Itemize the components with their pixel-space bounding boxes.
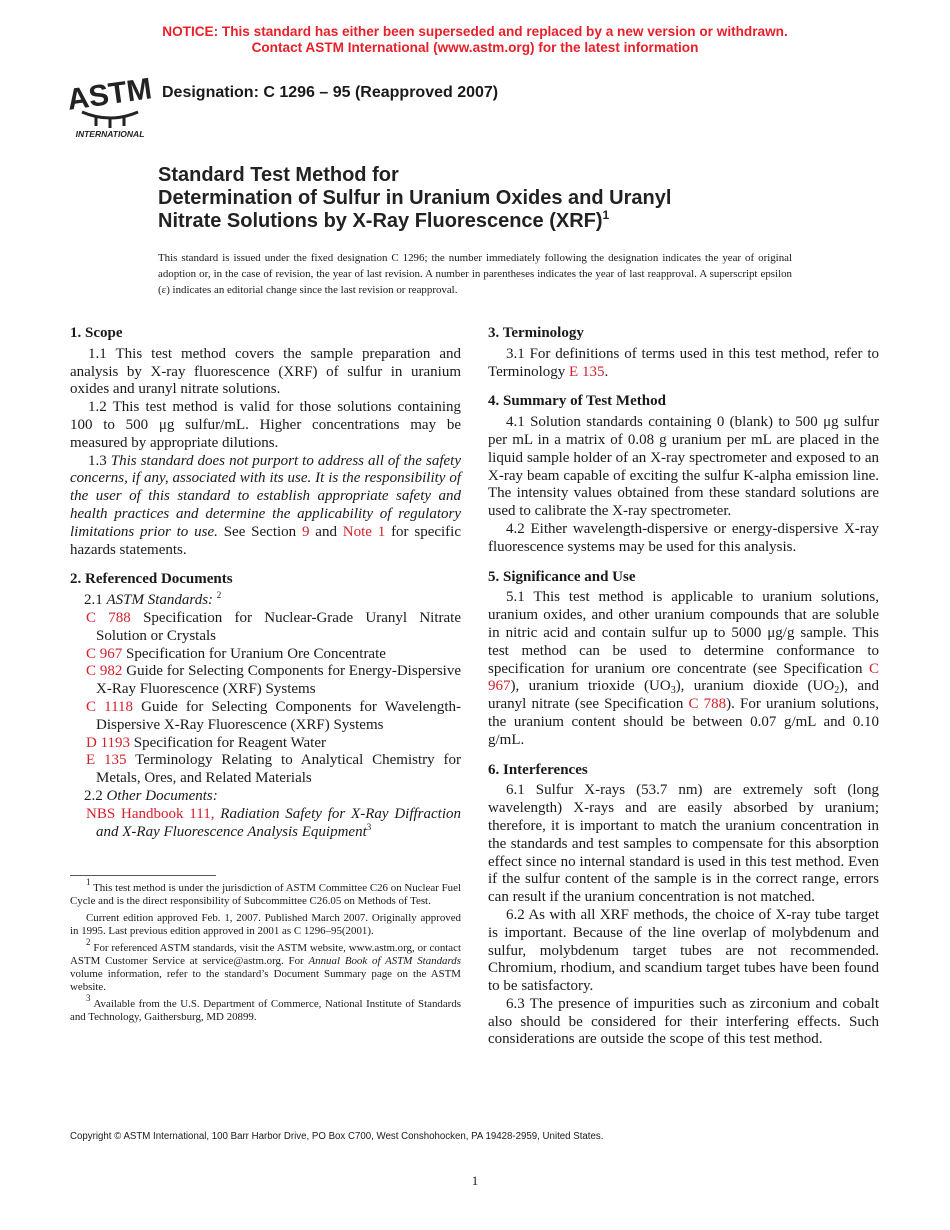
uo3-subscript: 3 [670,685,676,697]
reference-title: Terminology Relating to Analytical Chemistry for Metals, Ores, and Related Materials [96,752,461,787]
significance-para-5-1 [488,589,879,749]
summary-para-4-1: 4.1 Solution standards containing 0 (blank) to 500 μg sulfur per mL in a matrix of 0.08 g uranium per mL are placed in the liquid sample holder of an X-ray spectrometer and exposed to an X-ray beam capable of exciting the sulfur K-alpha emission line. The intensity values obtained from these standard solutions are used to calibrate the X-ray spectrometer. [488,414,879,520]
astm-standards-number: 2.1 [84,592,103,609]
reference-item [70,752,461,788]
left-column [70,325,461,841]
section-heading-significance: 5. Significance and Use [488,568,636,585]
reference-item [70,663,461,699]
uo2-subscript: 2 [834,685,840,697]
astm-logo-mark [68,66,152,140]
copyright-notice: Copyright © ASTM International, 100 Barr Harbor Drive, PO Box C700, West Conshohocken, PA 19428-2959, United States. [70,1131,604,1142]
title-line-2: Determination of Sulfur in Uranium Oxides and Uranyl [158,187,672,209]
title-line-3-text: Nitrate Solutions by X-Ray Fluorescence (XRF) [158,210,603,232]
section-heading-scope: 1. Scope [70,325,123,341]
document-title [158,164,878,233]
significance-text-b: ), uranium trioxide (UO [510,678,671,695]
withdrawal-notice [0,24,950,56]
significance-text-e: ). For uranium solutions, the uranium content should be between 0.07 g/mL and 0.10 g/mL. [488,696,880,748]
terminology-para-3-1 [488,346,879,382]
reference-item [70,735,461,753]
astm-standards-footnote-mark: 2 [216,590,222,601]
terminology-text: 3.1 For definitions of terms used in this test method, refer to Terminology [488,345,879,380]
other-documents-label: Other Documents: [106,787,218,804]
reference-item [70,646,461,664]
footnote-divider [70,875,216,876]
footnote-2-italic: Annual Book of ASTM Standards [308,955,461,967]
reference-code-link[interactable]: C 788 [86,609,131,626]
footnote-1 [70,877,461,908]
footnote-3-mark: 3 [86,993,91,1003]
title-line-3 [158,210,878,233]
reference-title: Guide for Selecting Components for Wavelength-Dispersive X-Ray Fluorescence (XRF) Systems [96,698,462,733]
scope-para-1-3-number: 1.3 [88,452,107,469]
notice-line-1: NOTICE: This standard has either been superseded and replaced by a new version or withdrawn. [162,24,788,39]
footnote-3-text: Available from the U.S. Department of Commerce, National Institute of Standards and Technology, Gaithersburg, MD 20899. [70,998,461,1023]
astm-logo [68,66,152,140]
significance-text-d: ), and uranyl nitrate (see Specification [488,678,879,713]
designation: Designation: C 1296 – 95 (Reapproved 2007) [162,84,499,101]
c788-link[interactable]: C 788 [688,696,727,713]
section-heading-referenced-documents: 2. Referenced Documents [70,571,233,588]
reference-code-link[interactable]: C 982 [86,663,123,680]
page-number: 1 [471,1173,479,1188]
reference-title: Guide for Selecting Components for Energy-Dispersive X-Ray Fluorescence (XRF) Systems [96,663,462,698]
footnote-2-mark: 2 [86,937,91,947]
scope-para-1-1: 1.1 This test method covers the sample preparation and analysis by X-ray fluorescence (XRF) of sulfur in uranium oxides and uranyl nitrate solutions. [70,345,461,398]
section-9-link[interactable]: 9 [301,523,310,540]
footnote-1-text: This test method is under the jurisdiction of ASTM Committee C26 on Nuclear Fuel Cycle and is the direct responsibility of Subcommittee C26.05 on Methods of Test. [70,882,461,907]
footnote-2-text-a: For referenced ASTM standards, visit the ASTM website, www.astm.org, or contact ASTM Customer Service at service@astm.org. For [70,942,461,967]
astm-logo-lettering: ASTM [68,72,152,117]
reference-item [70,610,461,646]
reference-code-link[interactable]: C 967 [86,645,123,662]
significance-text-a: 5.1 This test method is applicable to uranium solutions, uranium oxides, and other uranium compounds that are soluble in nitric acid and contain sulfur up to 5000 μg/g sample. This test method can be used to determine conformance to specification for uranium ore concentrate (see Specification [488,589,879,677]
nbs-handbook-item [70,806,461,842]
astm-logo-international: INTERNATIONAL [75,129,145,139]
notice-line-2: Contact ASTM International (www.astm.org) for the latest information [251,40,699,55]
reference-title: Specification for Nuclear-Grade Uranyl Nitrate Solution or Crystals [96,609,461,644]
footnote-2-text-b: volume information, refer to the standard’s Document Summary page on the ASTM website. [70,968,461,993]
nbs-handbook-title: Radiation Safety for X-Ray Diffraction and X-Ray Fluorescence Analysis Equipment [96,805,462,840]
and-text: and [315,523,337,540]
scope-para-1-3 [70,453,461,560]
reference-code-link[interactable]: C 1118 [86,698,134,715]
terminology-end: . [604,363,609,380]
interferences-para-6-2: 6.2 As with all XRF methods, the choice of X-ray tube target is important. Because of the line overlap of molybdenum and sulfur, molybdenum target tubes are not recommended. Chromium, rhodium, and scandium target tubes have been found to be satisfactory. [488,906,879,995]
significance-text-c: ), uranium dioxide (UO [675,678,835,695]
right-column [488,325,879,1049]
footnote-3 [70,993,461,1024]
nbs-footnote-mark: 3 [366,821,372,832]
nbs-handbook-link[interactable]: NBS Handbook 111, [86,805,215,822]
reference-title: Specification for Uranium Ore Concentrate [126,645,386,662]
section-heading-interferences: 6. Interferences [488,761,588,778]
note-1-link[interactable]: Note 1 [342,523,386,540]
referenced-standards-list [70,610,461,788]
reference-code-link[interactable]: E 135 [86,752,127,769]
summary-para-4-2: 4.2 Either wavelength-dispersive or energy-dispersive X-ray fluorescence systems may be used for this analysis. [488,520,879,555]
e135-link[interactable]: E 135 [569,363,605,380]
other-documents-subheading [70,788,461,806]
c967-link[interactable]: C 967 [488,660,880,695]
issuance-statement: This standard is issued under the fixed designation C 1296; the number immediately following the designation indicates the year of original adoption or, in the case of revision, the year of last revision. A number in parentheses indicates the year of last reapproval. A superscript epsilon (ε) indicates an editorial change since the last revision or reapproval. [158,252,792,296]
interferences-para-6-1: 6.1 Sulfur X-rays (53.7 nm) are extremely soft (long wavelength) X-rays and are easily absorbed by uranium; therefore, it is important to match the uranium concentration in the standards and test samples to compensate for this absorption effect since no internal standard is used in this test method. Even if the sulfur content of the sample is in the correct range, errors can result if the uranium concentration is not matched. [488,782,879,906]
reference-item [70,699,461,735]
see-section-text: See Section [223,523,297,540]
section-heading-summary: 4. Summary of Test Method [488,393,666,410]
reference-title: Specification for Reagent Water [133,734,326,751]
reference-code-link[interactable]: D 1193 [86,734,131,751]
section-heading-terminology: 3. Terminology [488,325,584,341]
footnote-2 [70,937,461,994]
footnote-1-edition: Current edition approved Feb. 1, 2007. Published March 2007. Originally approved in 1995. Last previous edition approved in 2001 as C 1296–95(2001). [70,912,461,937]
scope-para-1-2: 1.2 This test method is valid for those solutions containing 100 to 500 μg sulfur/mL. Higher concentrations may be measured by appropriate dilutions. [70,399,461,451]
title-footnote-mark: 1 [602,208,610,222]
astm-standards-label: ASTM Standards: [106,592,214,609]
other-documents-number: 2.2 [84,787,103,804]
astm-standards-subheading [70,592,461,610]
footnote-1-mark: 1 [86,877,91,887]
interferences-para-6-3: 6.3 The presence of impurities such as zirconium and cobalt also should be considered for their interfering effects. Such considerations are outside the scope of this test method. [488,995,879,1048]
hazards-text: for specific hazards statements. [70,523,462,558]
safety-caveat: This standard does not purport to address all of the safety concerns, if any, associated with its use. It is the responsibility of the user of this standard to establish appropriate safety and health practices and determine the applicability of regulatory limitations prior to use. [70,452,461,540]
footnotes [70,877,461,1028]
title-line-1: Standard Test Method for [158,164,399,186]
